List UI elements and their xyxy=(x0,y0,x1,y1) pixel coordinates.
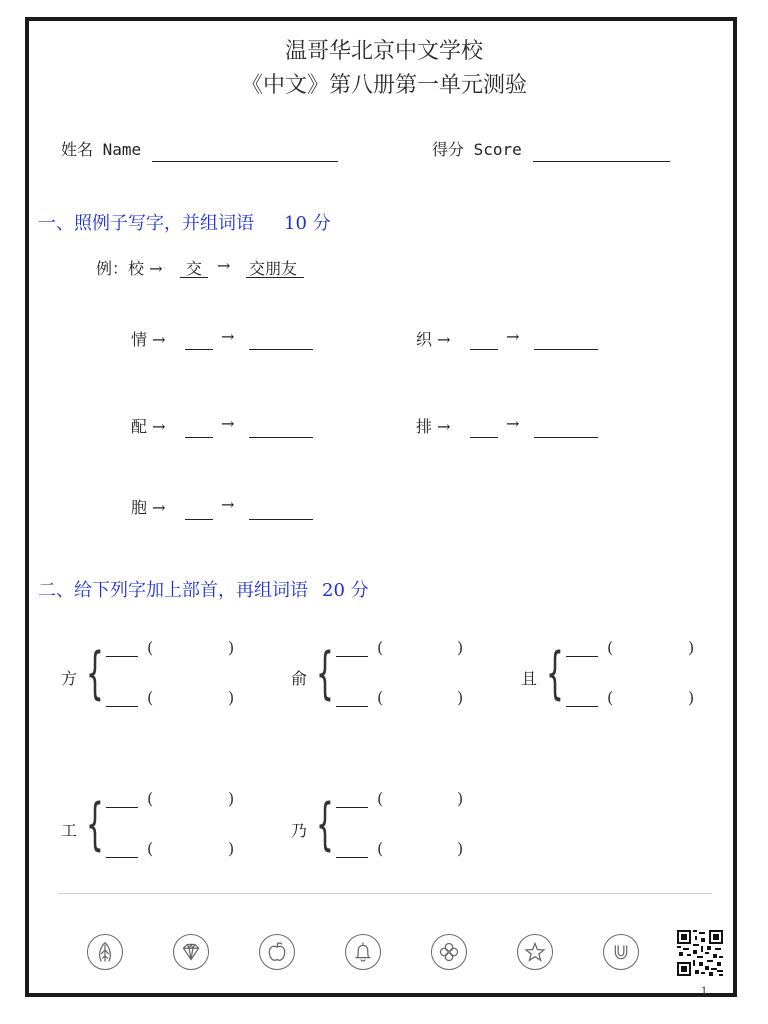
item-arrow: → xyxy=(221,327,235,346)
example-char: 交 xyxy=(186,259,203,278)
item-arrow: → xyxy=(221,414,235,433)
open-paren: ( xyxy=(607,688,614,707)
example-word: 交朋友 xyxy=(249,259,298,278)
score-label: 得分 Score xyxy=(432,140,522,159)
item-char: 织 → xyxy=(416,330,451,349)
radical-blank[interactable] xyxy=(566,706,598,707)
qr-code xyxy=(677,930,723,976)
radical-blank[interactable] xyxy=(336,706,368,707)
test-title: 《中文》第八册第一单元测验 xyxy=(240,73,527,98)
close-paren: ) xyxy=(688,638,695,657)
close-paren: ) xyxy=(228,688,235,707)
item-char-blank[interactable] xyxy=(185,349,213,350)
brace-icon: { xyxy=(86,792,104,857)
radical-blank[interactable] xyxy=(336,656,368,657)
section1-heading: 一、照例子写字，并组词语 xyxy=(38,213,254,234)
diamond-icon xyxy=(173,934,209,970)
item-char-blank[interactable] xyxy=(470,349,498,350)
close-paren: ) xyxy=(457,789,464,808)
section2-title xyxy=(38,576,369,602)
radical-base-char: 方 xyxy=(61,669,78,688)
item-word-blank[interactable] xyxy=(249,519,313,520)
clover-icon xyxy=(431,934,467,970)
item-arrow: → xyxy=(221,495,235,514)
star-icon xyxy=(517,934,553,970)
bell-icon xyxy=(345,934,381,970)
open-paren: ( xyxy=(147,688,154,707)
open-paren: ( xyxy=(377,688,384,707)
example-prefix: 例：校 → xyxy=(96,259,163,278)
section1-title xyxy=(38,209,331,235)
school-name: 温哥华北京中文学校 xyxy=(284,39,483,64)
name-field[interactable] xyxy=(152,161,338,162)
page-number: 1 xyxy=(701,986,708,997)
brace-icon: { xyxy=(316,641,334,706)
open-paren: ( xyxy=(147,789,154,808)
radical-base-char: 工 xyxy=(61,821,78,840)
item-arrow: → xyxy=(506,414,520,433)
radical-base-char: 且 xyxy=(521,669,538,688)
radical-blank[interactable] xyxy=(336,857,368,858)
item-word-blank[interactable] xyxy=(249,437,313,438)
example-char-underline xyxy=(180,277,208,278)
item-word-blank[interactable] xyxy=(534,349,598,350)
radical-blank[interactable] xyxy=(336,807,368,808)
open-paren: ( xyxy=(377,638,384,657)
close-paren: ) xyxy=(228,638,235,657)
open-paren: ( xyxy=(607,638,614,657)
item-char-blank[interactable] xyxy=(185,437,213,438)
section2-heading: 二、给下列字加上部首，再组词语 xyxy=(38,580,308,601)
example-word-underline xyxy=(246,277,304,278)
score-field[interactable] xyxy=(533,161,670,162)
horseshoe-icon xyxy=(603,934,639,970)
example-arrow: → xyxy=(217,256,231,275)
footer-divider xyxy=(58,893,712,894)
radical-base-char: 乃 xyxy=(291,821,308,840)
close-paren: ) xyxy=(688,688,695,707)
item-char: 排 → xyxy=(416,417,451,436)
item-char: 胞 → xyxy=(131,498,166,517)
open-paren: ( xyxy=(377,789,384,808)
open-paren: ( xyxy=(147,638,154,657)
radical-base-char: 俞 xyxy=(291,669,308,688)
close-paren: ) xyxy=(457,638,464,657)
leaf-icon xyxy=(87,934,123,970)
radical-blank[interactable] xyxy=(106,857,138,858)
brace-icon: { xyxy=(86,641,104,706)
apple-icon xyxy=(259,934,295,970)
brace-icon: { xyxy=(546,641,564,706)
item-char-blank[interactable] xyxy=(470,437,498,438)
item-word-blank[interactable] xyxy=(249,349,313,350)
brace-icon: { xyxy=(316,792,334,857)
radical-blank[interactable] xyxy=(566,656,598,657)
item-char: 配 → xyxy=(131,417,166,436)
radical-blank[interactable] xyxy=(106,807,138,808)
item-char: 情 → xyxy=(131,330,166,349)
section2-points: 20 分 xyxy=(322,580,369,601)
section1-points: 10 分 xyxy=(284,213,331,234)
open-paren: ( xyxy=(377,839,384,858)
radical-blank[interactable] xyxy=(106,706,138,707)
radical-blank[interactable] xyxy=(106,656,138,657)
open-paren: ( xyxy=(147,839,154,858)
item-char-blank[interactable] xyxy=(185,519,213,520)
item-word-blank[interactable] xyxy=(534,437,598,438)
item-arrow: → xyxy=(506,327,520,346)
close-paren: ) xyxy=(457,839,464,858)
close-paren: ) xyxy=(228,789,235,808)
name-label: 姓名 Name xyxy=(61,140,142,159)
close-paren: ) xyxy=(228,839,235,858)
close-paren: ) xyxy=(457,688,464,707)
